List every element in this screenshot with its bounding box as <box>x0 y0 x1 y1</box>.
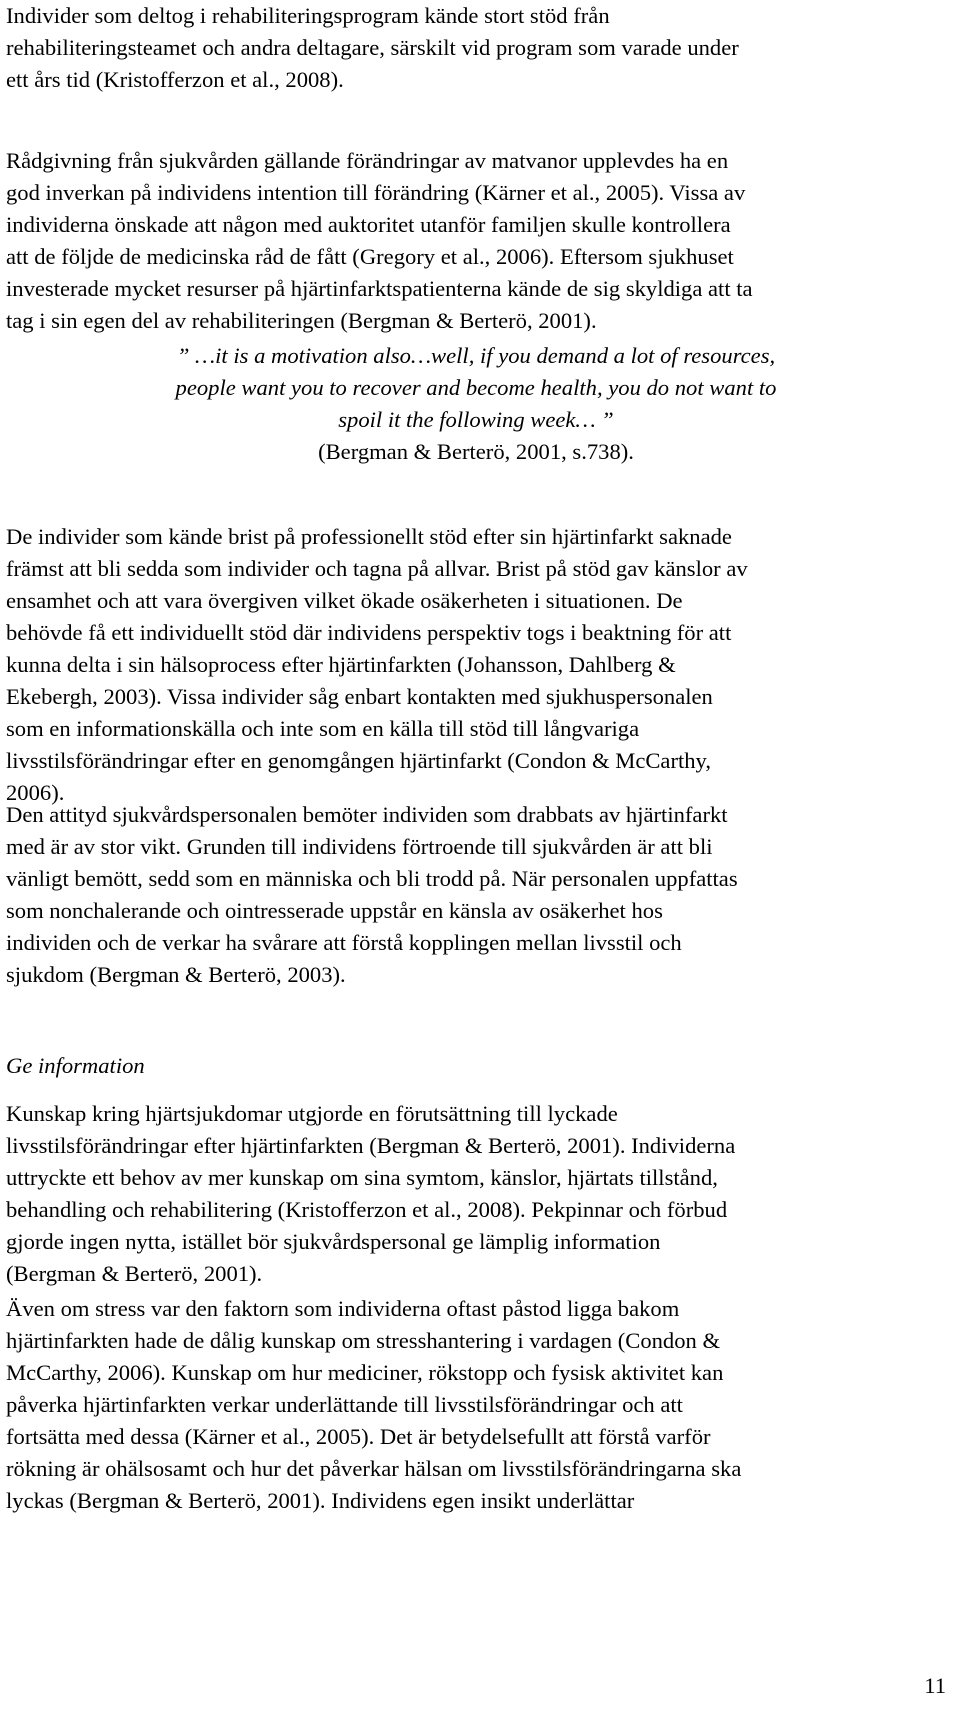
text-line: kunna delta i sin hälsoprocess efter hjärtinfarkten (Johansson, Dahlberg & <box>6 652 676 677</box>
quote-citation: (Bergman & Berterö, 2001, s.738). <box>318 439 634 464</box>
quote-line: spoil it the following week… ” <box>338 407 614 432</box>
text-line: McCarthy, 2006). Kunskap om hur mediciner, rökstopp och fysisk aktivitet kan <box>6 1360 724 1385</box>
text-line: vänligt bemött, sedd som en människa och bli trodd på. När personalen uppfattas <box>6 866 738 891</box>
text-line: investerade mycket resurser på hjärtinfarktspatienterna kände de sig skyldiga att ta <box>6 276 753 301</box>
section-heading: Ge information <box>6 1053 145 1078</box>
text-line: främst att bli sedda som individer och tagna på allvar. Brist på stöd gav känslor av <box>6 556 748 581</box>
text-line: Kunskap kring hjärtsjukdomar utgjorde en förutsättning till lyckade <box>6 1101 618 1126</box>
text-line: Även om stress var den faktorn som individerna oftast påstod ligga bakom <box>6 1296 680 1321</box>
text-line: uttryckte ett behov av mer kunskap om sina symtom, känslor, hjärtats tillstånd, <box>6 1165 718 1190</box>
text-line: lyckas (Bergman & Berterö, 2001). Individens egen insikt underlättar <box>6 1488 635 1513</box>
text-line: gjorde ingen nytta, istället bör sjukvårdspersonal ge lämplig information <box>6 1229 661 1254</box>
page-number: 11 <box>924 1673 946 1698</box>
text-line: rökning är ohälsosamt och hur det påverkar hälsan om livsstilsförändringarna ska <box>6 1456 742 1481</box>
text-line: individen och de verkar ha svårare att förstå kopplingen mellan livsstil och <box>6 930 682 955</box>
text-line: ensamhet och att vara övergiven vilket ökade osäkerheten i situationen. De <box>6 588 683 613</box>
text-line: livsstilsförändringar efter hjärtinfarkten (Bergman & Berterö, 2001). Individerna <box>6 1133 736 1158</box>
paragraph <box>6 1293 946 1517</box>
text-line: 2006). <box>6 780 65 805</box>
text-line: Individer som deltog i rehabiliteringsprogram kände stort stöd från <box>6 3 610 28</box>
text-line: behövde få ett individuellt stöd där individens perspektiv togs i beaktning för att <box>6 620 732 645</box>
text-line: hjärtinfarkten hade de dålig kunskap om stresshantering i vardagen (Condon & <box>6 1328 721 1353</box>
text-line: Ekebergh, 2003). Vissa individer såg enbart kontakten med sjukhuspersonalen <box>6 684 713 709</box>
text-line: ett års tid (Kristofferzon et al., 2008). <box>6 67 344 92</box>
text-line: med är av stor vikt. Grunden till individens förtroende till sjukvården är att bli <box>6 834 713 859</box>
text-line: som nonchalerande och ointresserade uppstår en känsla av osäkerhet hos <box>6 898 663 923</box>
text-line: (Bergman & Berterö, 2001). <box>6 1261 263 1286</box>
paragraph <box>6 145 946 337</box>
text-line: Den attityd sjukvårdspersonalen bemöter individen som drabbats av hjärtinfarkt <box>6 802 728 827</box>
text-line: god inverkan på individens intention till förändring (Kärner et al., 2005). Vissa av <box>6 180 746 205</box>
text-line: Rådgivning från sjukvården gällande förändringar av matvanor upplevdes ha en <box>6 148 729 173</box>
paragraph <box>6 521 946 809</box>
text-line: sjukdom (Bergman & Berterö, 2003). <box>6 962 346 987</box>
text-line: individerna önskade att någon med auktoritet utanför familjen skulle kontrollera <box>6 212 731 237</box>
text-line: påverka hjärtinfarkten verkar underlättande till livsstilsförändringar och att <box>6 1392 683 1417</box>
paragraph <box>6 1098 946 1290</box>
block-quote <box>6 340 946 468</box>
text-line: att de följde de medicinska råd de fått (Gregory et al., 2006). Eftersom sjukhuset <box>6 244 734 269</box>
paragraph <box>6 0 946 96</box>
text-line: livsstilsförändringar efter en genomgången hjärtinfarkt (Condon & McCarthy, <box>6 748 712 773</box>
quote-line: people want you to recover and become health, you do not want to <box>175 375 777 400</box>
quote-line: ” …it is a motivation also…well, if you demand a lot of resources, <box>176 343 776 368</box>
paragraph <box>6 799 946 991</box>
text-line: tag i sin egen del av rehabiliteringen (Bergman & Berterö, 2001). <box>6 308 597 333</box>
text-line: behandling och rehabilitering (Kristofferzon et al., 2008). Pekpinnar och förbud <box>6 1197 728 1222</box>
text-line: fortsätta med dessa (Kärner et al., 2005). Det är betydelsefullt att förstå varför <box>6 1424 711 1449</box>
text-line: De individer som kände brist på professionellt stöd efter sin hjärtinfarkt saknade <box>6 524 732 549</box>
text-line: som en informationskälla och inte som en källa till stöd till långvariga <box>6 716 640 741</box>
text-line: rehabiliteringsteamet och andra deltagare, särskilt vid program som varade under <box>6 35 739 60</box>
